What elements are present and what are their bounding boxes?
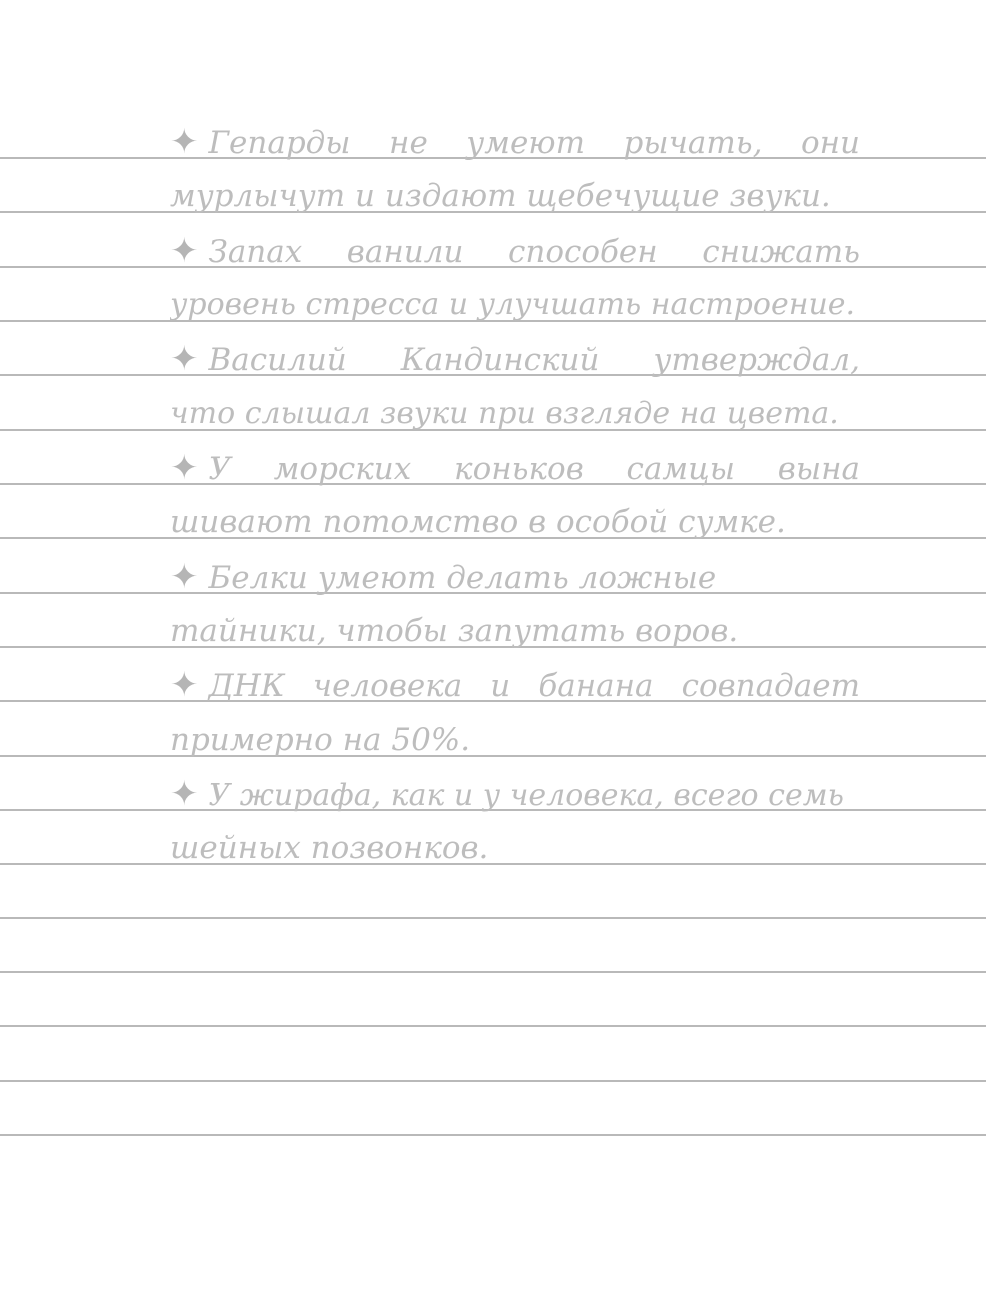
fact-text: У жирафа, как и у человека, всего семь <box>208 778 844 813</box>
fact-first-line <box>170 663 860 707</box>
fact-text: что слышал звуки при взгляде на цвета. <box>170 396 839 431</box>
fact-text: ДНК человека и банана совпадает <box>208 668 860 704</box>
fact-text: тайники, чтобы запутать воров. <box>170 613 739 649</box>
fact-second-line <box>170 609 860 653</box>
four-point-star-icon: ✦ <box>170 448 199 488</box>
ruled-line <box>0 1134 986 1136</box>
four-point-star-icon: ✦ <box>170 557 199 597</box>
fact-second-line <box>170 500 860 544</box>
ruled-line <box>0 971 986 973</box>
four-point-star-icon: ✦ <box>170 665 199 705</box>
ruled-line <box>0 917 986 919</box>
fact-text: шивают потомство в особой сумке. <box>170 504 786 540</box>
fact-second-line <box>170 283 860 327</box>
fact-text: Запах ванили способен снижать <box>208 234 860 270</box>
fact-second-line <box>170 826 860 870</box>
fact-text: У морских коньков самцы вына <box>208 451 860 487</box>
fact-second-line <box>170 174 860 218</box>
fact-text: примерно на 50%. <box>170 722 471 758</box>
four-point-star-icon: ✦ <box>170 774 199 814</box>
fact-first-line <box>170 446 860 490</box>
fact-text: Гепарды не умеют рычать, они <box>208 125 860 161</box>
four-point-star-icon: ✦ <box>170 339 199 379</box>
ruled-line <box>0 1025 986 1027</box>
fact-first-line <box>170 772 860 816</box>
fact-text: уровень стресса и улучшать настроение. <box>170 287 856 322</box>
fact-second-line <box>170 718 860 762</box>
fact-first-line <box>170 337 860 381</box>
fact-text: Белки умеют делать ложные <box>208 560 717 596</box>
fact-text: Василий Кандинский утверждал, <box>208 342 860 378</box>
fact-text: мурлычут и издают щебечущие звуки. <box>170 178 831 214</box>
four-point-star-icon: ✦ <box>170 231 199 271</box>
fact-first-line <box>170 120 860 164</box>
fact-first-line <box>170 229 860 273</box>
fact-first-line <box>170 555 860 599</box>
ruled-line <box>0 1080 986 1082</box>
fact-text: шейных позвонков. <box>170 830 489 866</box>
fact-second-line <box>170 392 860 436</box>
four-point-star-icon: ✦ <box>170 122 199 162</box>
